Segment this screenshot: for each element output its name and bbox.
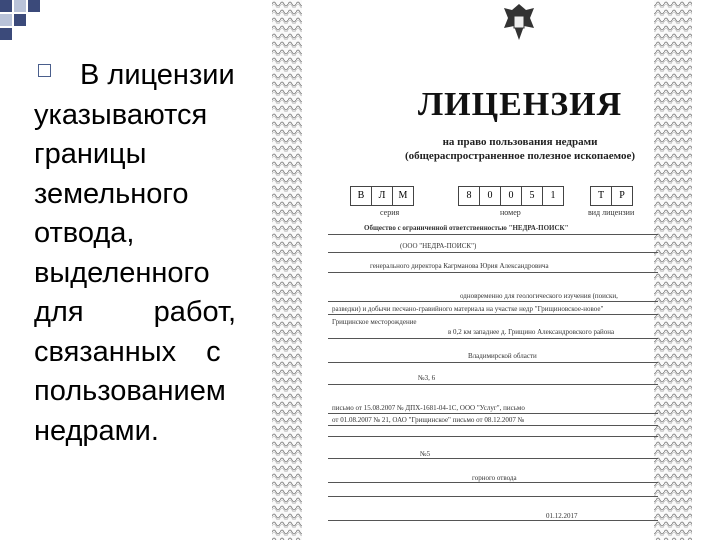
form-rule bbox=[328, 301, 658, 302]
text-line: В лицензии bbox=[80, 59, 235, 91]
code-box: Р bbox=[611, 186, 633, 206]
license-subtitle: на право пользования недрами bbox=[442, 136, 598, 148]
number-label: номер bbox=[500, 208, 521, 217]
form-rule bbox=[328, 314, 658, 315]
code-box: В bbox=[350, 186, 372, 206]
form-rule bbox=[328, 520, 658, 521]
form-rule bbox=[328, 458, 658, 459]
status-line: горного отвода bbox=[472, 474, 517, 482]
coat-of-arms-icon bbox=[500, 2, 538, 44]
slide-body-text bbox=[34, 56, 254, 451]
code-box: 0 bbox=[500, 186, 522, 206]
form-rule bbox=[328, 252, 658, 253]
region-line: Владимирской области bbox=[468, 352, 537, 360]
text-line: недрами. bbox=[34, 414, 159, 447]
docs-line-2: от 01.08.2007 № 21, ОАО "Грищинское" письмо от 08.12.2007 № bbox=[332, 416, 525, 424]
appendix-2-line: №5 bbox=[420, 450, 431, 458]
purpose-line-2: разведки) и добычи песчано-гравийного материала на участке недр "Грищиновское-новое" bbox=[332, 305, 604, 313]
text-line: для работ, bbox=[34, 296, 237, 328]
text-line: границы bbox=[34, 138, 147, 170]
text-line: отвода, bbox=[34, 217, 135, 249]
form-rule bbox=[328, 425, 658, 426]
form-rule bbox=[328, 384, 658, 385]
code-box: Т bbox=[590, 186, 612, 206]
number-boxes bbox=[458, 186, 563, 206]
slide-decoration bbox=[0, 0, 60, 45]
form-rule bbox=[328, 338, 658, 339]
purpose-line-1: одновременно для геологического изучения (поиски, bbox=[460, 292, 618, 300]
license-title: ЛИЦЕНЗИЯ bbox=[417, 86, 623, 123]
code-box: 5 bbox=[521, 186, 543, 206]
expiry-line: 01.12.2017 bbox=[546, 512, 578, 520]
series-boxes bbox=[350, 186, 413, 206]
deposit-line: Грищинское месторождение bbox=[332, 318, 417, 326]
person-line: генерального директора Кагрманова Юрия Александровича bbox=[370, 262, 549, 270]
docs-line-1: письмо от 15.08.2007 № ДПХ-1681-04-1С, ООО "Услуг", письмо bbox=[332, 404, 525, 412]
issued-to-line: Общество с ограниченной ответственностью "НЕДРА-ПОИСК" bbox=[364, 224, 569, 232]
kind-label: вид лицензии bbox=[588, 208, 635, 217]
appendix-line: №3, 6 bbox=[418, 374, 436, 382]
series-label: серия bbox=[380, 208, 400, 217]
abbr-line: (ООО "НЕДРА-ПОИСК") bbox=[400, 242, 477, 250]
license-document-image bbox=[272, 0, 692, 540]
form-rule bbox=[328, 436, 658, 437]
form-rule bbox=[328, 362, 658, 363]
text-line: связанных с bbox=[34, 335, 221, 368]
code-box: 1 bbox=[542, 186, 564, 206]
code-box: Л bbox=[371, 186, 393, 206]
form-rule bbox=[328, 413, 658, 414]
code-box: 0 bbox=[479, 186, 501, 206]
form-rule bbox=[328, 234, 658, 235]
form-rule bbox=[328, 272, 658, 273]
text-line: выделенного bbox=[34, 256, 210, 289]
license-page bbox=[302, 0, 654, 540]
license-subtitle-2: (общераспространенное полезное ископаемое) bbox=[404, 150, 636, 162]
text-line: указываются bbox=[34, 98, 208, 131]
code-box: 8 bbox=[458, 186, 480, 206]
kind-boxes bbox=[590, 186, 632, 206]
form-rule bbox=[328, 482, 658, 483]
text-line: земельного bbox=[34, 177, 189, 210]
location-line: в 0,2 км западнее д. Грищино Александровского района bbox=[448, 328, 615, 336]
form-rule bbox=[328, 496, 658, 497]
text-line: пользованием bbox=[34, 375, 226, 407]
code-box: М bbox=[392, 186, 414, 206]
